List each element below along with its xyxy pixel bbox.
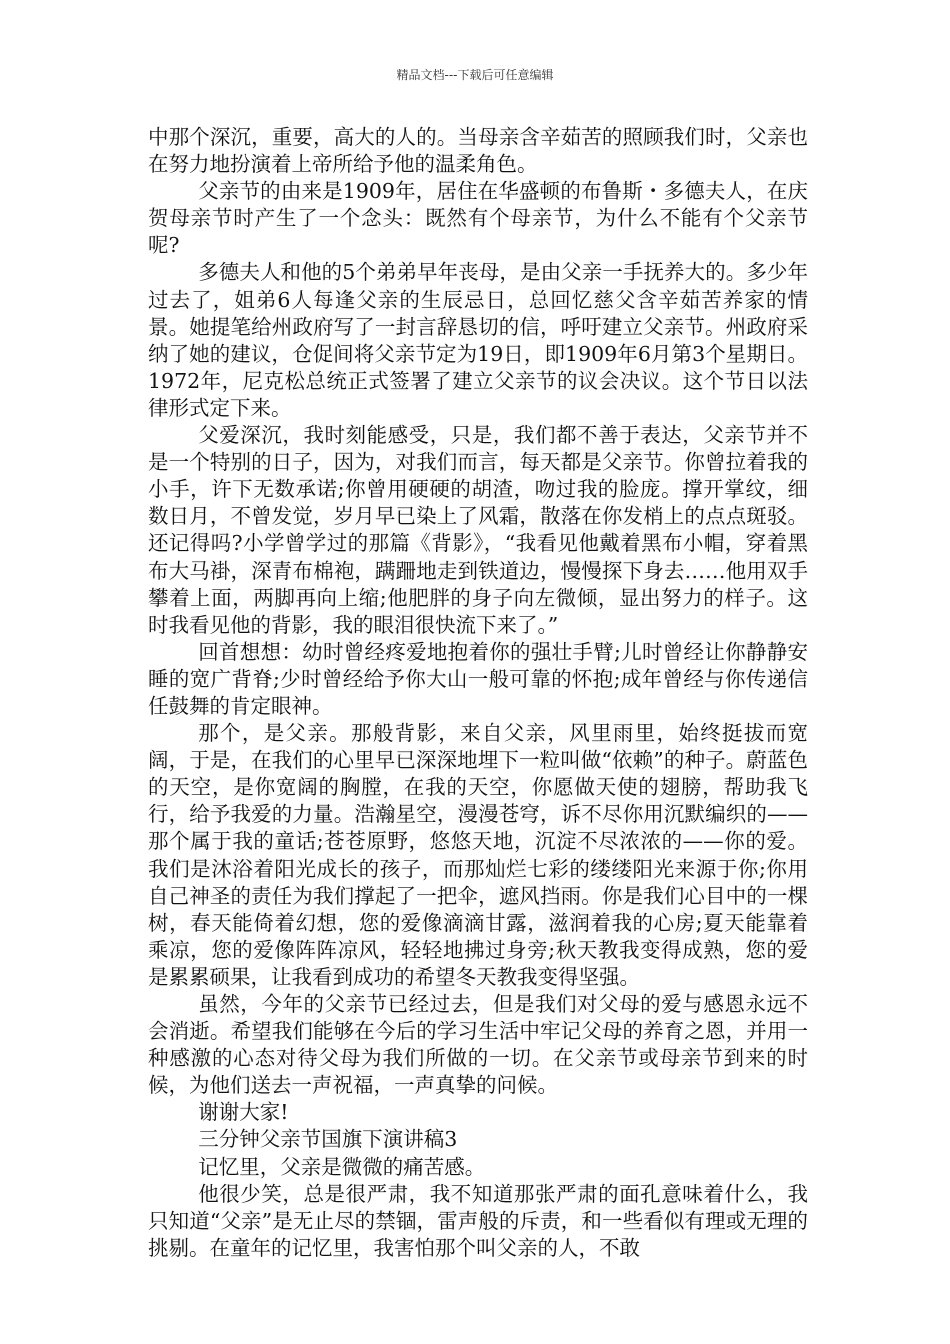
section-title: 三分钟父亲节国旗下演讲稿3 bbox=[198, 1127, 458, 1152]
paragraph-memory: 记忆里，父亲是微微的痛苦感。 bbox=[198, 1154, 486, 1179]
paragraph-dodd-family: 多德夫人和他的5个弟弟早年丧母，是由父亲一手抚养大的。多少年过去了，姐弟6人每逢父亲的生辰忌日，总回忆慈父含辛茹苦养家的情景。她提笔给州政府写了一封言辞恳切的信，呼吁建立父亲节。州政府采纳了她的建议，仓促间将父亲节定为19日，即1909年6月第3个星期日。1972年，尼克松总统正式签署了建立父亲节的议会决议。这个节日以法律形式定下来。 bbox=[148, 260, 808, 420]
paragraph-looking-back: 回首想想：幼时曾经疼爱地抱着你的强壮手臂;儿时曾经让你静静安睡的宽广背脊;少时曾经给予你大山一般可靠的怀抱;成年曾经与你传递信任鼓舞的肯定眼神。 bbox=[148, 639, 808, 718]
document-body bbox=[148, 124, 808, 1262]
paragraph-fatherly-love: 父爱深沉，我时刻能感受，只是，我们都不善于表达，父亲节并不是一个特别的日子，因为，对我们而言，每天都是父亲节。你曾拉着我的小手，许下无数承诺;你曾用硬硬的胡渣，吻过我的脸庞。撑开掌纹，细数日月，不曾发觉，岁月早已染上了风霜，散落在你发梢上的点点斑驳。还记得吗?小学曾学过的那篇《背影》，“我看见他戴着黑布小帽，穿着黑布大马褂，深青布棉袍，蹒跚地走到铁道边，慢慢探下身去……他用双手攀着上面，两脚再向上缩;他肥胖的身子向左微倾，显出努力的样子。这时我看见他的背影，我的眼泪很快流下来了。” bbox=[148, 423, 808, 637]
paragraph-thanks: 谢谢大家! bbox=[198, 1100, 289, 1125]
paragraph-origin: 父亲节的由来是1909年，居住在华盛顿的布鲁斯・多德夫人，在庆贺母亲节时产生了一个念头：既然有个母亲节，为什么不能有个父亲节呢? bbox=[148, 179, 808, 258]
paragraph-continued: 中那个深沉，重要，高大的人的。当母亲含辛茹苦的照顾我们时，父亲也在努力地扮演着上帝所给予他的温柔角色。 bbox=[148, 125, 808, 177]
paragraph-gratitude: 虽然，今年的父亲节已经过去，但是我们对父母的爱与感恩永远不会消逝。希望我们能够在今后的学习生活中牢记父母的养育之恩，并用一种感激的心态对待父母为我们所做的一切。在父亲节或母亲节到来的时候，为他们送去一声祝福，一声真挚的问候。 bbox=[148, 992, 808, 1098]
paragraph-rarely-smiled: 他很少笑，总是很严肃，我不知道那张严肃的面孔意味着什么，我只知道“父亲”是无止尽的禁锢，雷声般的斥责，和一些看似有理或无理的挑剔。在童年的记忆里，我害怕那个叫父亲的人，不敢 bbox=[148, 1181, 808, 1260]
paragraph-that-is-father: 那个，是父亲。那般背影，来自父亲，风里雨里，始终挺拔而宽阔，于是，在我们的心里早已深深地埋下一粒叫做“依赖”的种子。蔚蓝色的天空，是你宽阔的胸膛，在我的天空，你愿做天使的翅膀，帮助我飞行，给予我爱的力量。浩瀚星空，漫漫苍穹，诉不尽你用沉默编织的——那个属于我的童话;苍苍原野，悠悠天地，沉淀不尽浓浓的——你的爱。我们是沐浴着阳光成长的孩子，而那灿烂七彩的缕缕阳光来源于你;你用自己神圣的责任为我们撑起了一把伞，遮风挡雨。你是我们心目中的一棵树，春天能倚着幻想，您的爱像滴滴甘露，滋润着我的心房;夏天能靠着乘凉，您的爱像阵阵凉风，轻轻地拂过身旁;秋天教我变得成熟，您的爱是累累硕果，让我看到成功的希望冬天教我变得坚强。 bbox=[148, 721, 808, 989]
page-header: 精品文档---下载后可任意编辑 bbox=[396, 68, 554, 82]
